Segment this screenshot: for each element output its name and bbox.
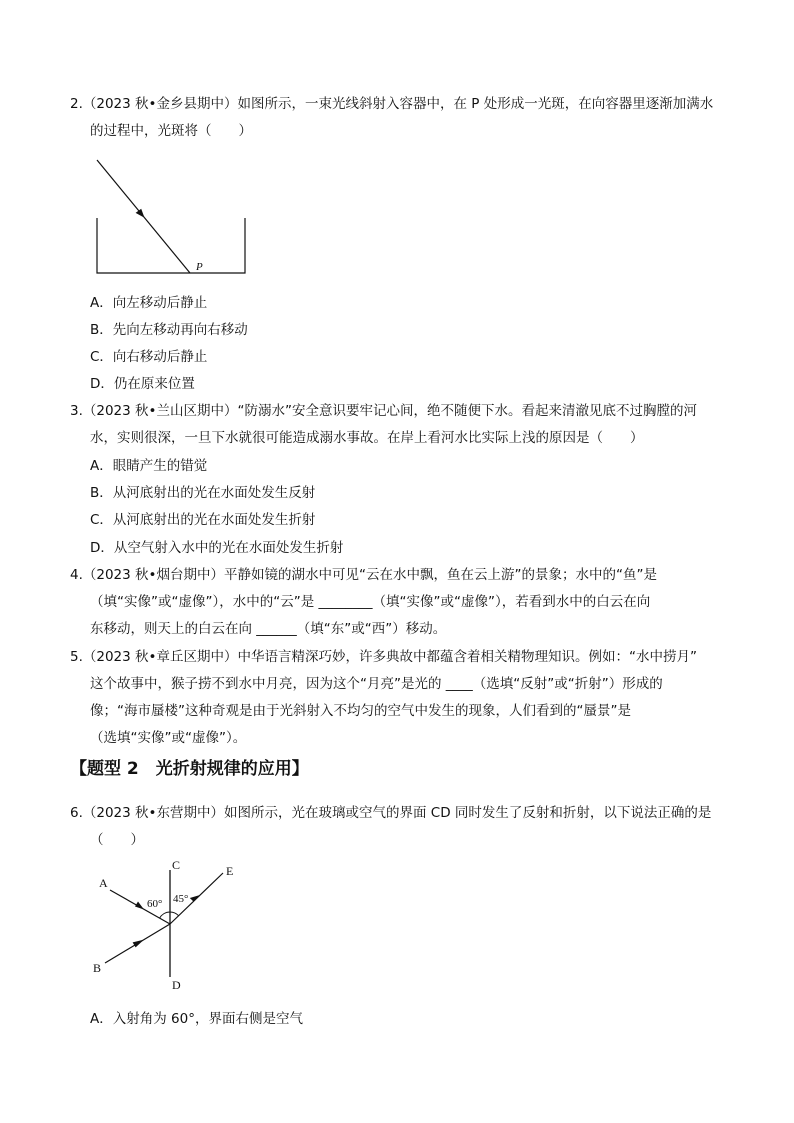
q2-text-line2: 的过程中，光斑将（ ） bbox=[90, 123, 252, 139]
q2-container-figure bbox=[90, 150, 260, 280]
q2-option-c: C．向右移动后静止 bbox=[90, 349, 208, 365]
q3-option-c: C．从河底射出的光在水面处发生折射 bbox=[90, 512, 316, 528]
angle-arc-right bbox=[170, 912, 179, 916]
angle-label-45: 45° bbox=[173, 893, 189, 905]
q6-option-a: A．入射角为 60°，界面右侧是空气 bbox=[90, 1011, 303, 1027]
q3-option-a: A．眼睛产生的错觉 bbox=[90, 458, 208, 474]
section-heading: 【题型 2 光折射规律的应用】 bbox=[70, 759, 309, 779]
angle-arc-left bbox=[160, 912, 170, 918]
label-c: C bbox=[172, 858, 181, 872]
q3-text-line2: 水，实则很深，一旦下水就很可能造成溺水事故。在岸上看河水比实际上浅的原因是（ ） bbox=[90, 430, 644, 446]
container-outline bbox=[97, 218, 245, 273]
q6-text-line1: 6.（2023 秋•东营期中）如图所示，光在玻璃或空气的界面 CD 同时发生了反射和折射，以下说法正确的是 bbox=[70, 805, 712, 821]
ray-a-arrow-icon bbox=[135, 902, 144, 910]
q5-text-line1: 5.（2023 秋•章丘区期中）中华语言精深巧妙，许多典故中都蕴含着相关精物理知识。例如：“水中捞月” bbox=[70, 649, 697, 665]
q4-text-line3: 东移动，则天上的白云在向 ______（填“东”或“西”）移动。 bbox=[90, 621, 447, 637]
q5-text-line3: 像；“海市蜃楼”这种奇观是由于光斜射入不均匀的空气中发生的现象，人们看到的“蜃景”是 bbox=[90, 703, 631, 719]
q6-refraction-figure bbox=[85, 855, 255, 1000]
q2-option-a: A．向左移动后静止 bbox=[90, 295, 208, 311]
q6-text-line2: （ ） bbox=[90, 832, 144, 848]
q3-text-line1: 3.（2023 秋•兰山区期中）“防溺水”安全意识要牢记心间，绝不随便下水。看起来清澈见底不过胸膛的河 bbox=[70, 403, 697, 419]
label-b: B bbox=[93, 961, 102, 975]
ray-b-arrow-icon bbox=[133, 940, 144, 948]
point-p-label: P bbox=[196, 261, 203, 273]
q2-option-b: B．先向左移动再向右移动 bbox=[90, 322, 248, 338]
label-e: E bbox=[226, 864, 234, 878]
angle-label-60: 60° bbox=[147, 898, 163, 910]
ray-arrow-icon bbox=[136, 209, 145, 218]
q2-option-d: D．仍在原来位置 bbox=[90, 376, 195, 392]
q4-text-line1: 4.（2023 秋•烟台期中）平静如镜的湖水中可见“云在水中飘，鱼在云上游”的景象；水中的“鱼”是 bbox=[70, 567, 657, 583]
q3-option-b: B．从河底射出的光在水面处发生反射 bbox=[90, 485, 316, 501]
q4-text-line2: （填“实像”或“虚像”），水中的“云”是 ________（填“实像”或“虚像”），若看到水中的白云在向 bbox=[90, 594, 651, 610]
q2-text-line1: 2.（2023 秋•金乡县期中）如图所示，一束光线斜射入容器中，在 P 处形成一光斑，在向容器里逐渐加满水 bbox=[70, 96, 714, 112]
q3-option-d: D．从空气射入水中的光在水面处发生折射 bbox=[90, 540, 344, 556]
q5-text-line2: 这个故事中，猴子捞不到水中月亮，因为这个“月亮”是光的 ____（选填“反射”或“折射”）形成的 bbox=[90, 676, 663, 692]
label-a: A bbox=[99, 876, 108, 890]
q5-text-line4: （选填“实像”或“虚像”）。 bbox=[90, 730, 247, 746]
label-d: D bbox=[172, 978, 181, 992]
